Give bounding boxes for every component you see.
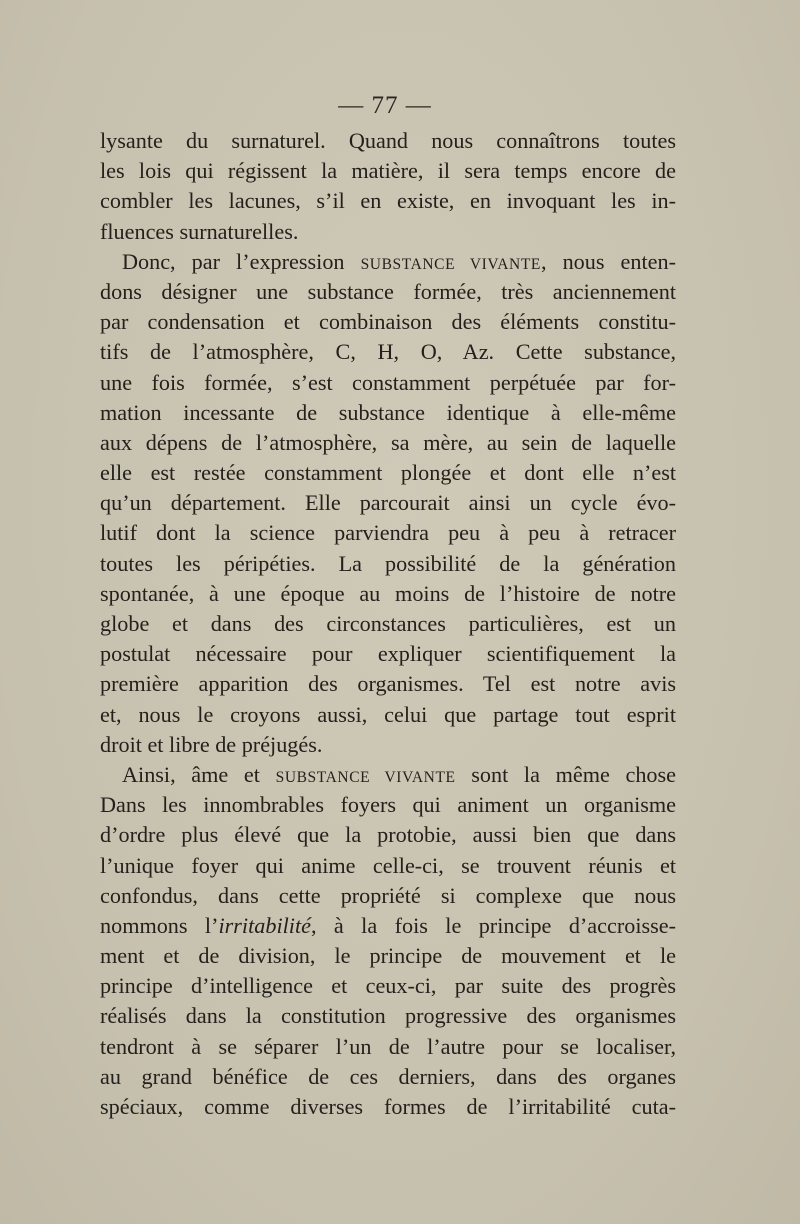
text-run: , nous enten- — [540, 248, 676, 274]
small-caps-term: SUBSTANCE VIVANTE — [275, 768, 456, 786]
page-number: — 77 — — [338, 92, 432, 119]
text-line: les lois qui régissent la matière, il sera temps encore de — [100, 158, 676, 184]
text-line: qu’un département. Elle parcourait ainsi un cycle évo- — [100, 490, 676, 516]
text-run: sont la même chose — [455, 761, 676, 787]
text-run: nommons l’ — [100, 912, 219, 938]
italic-term: irritabilité — [218, 912, 311, 938]
text-line: spontanée, à une époque au moins de l’histoire de notre — [100, 580, 676, 606]
text-line: réalisés dans la constitution progressive des organismes — [100, 1003, 676, 1029]
text-line: ment et de division, le principe de mouvement et le — [100, 943, 676, 969]
text-line: une fois formée, s’est constamment perpétuée par for- — [100, 369, 676, 395]
text-line: aux dépens de l’atmosphère, sa mère, au sein de laquelle — [100, 429, 676, 455]
text-line: mation incessante de substance identique à elle-même — [100, 399, 676, 425]
text-line: globe et dans des circonstances particulières, est un — [100, 611, 676, 636]
text-run: Donc, par l’expression — [122, 248, 361, 274]
text-line: l’unique foyer qui anime celle-ci, se trouvent réunis et — [100, 852, 676, 878]
text-line: tendront à se séparer l’un de l’autre pour se localiser, — [100, 1033, 676, 1059]
text-line: tifs de l’atmosphère, C, H, O, Az. Cette substance, — [100, 339, 676, 365]
text-line: fluences surnaturelles. — [100, 218, 299, 244]
text-line: par condensation et combinaison des éléments constitu- — [100, 309, 676, 335]
text-line: première apparition des organismes. Tel est notre avis — [100, 671, 676, 697]
text-line: confondus, dans cette propriété si complexe que nous — [100, 882, 676, 908]
text-line — [100, 911, 676, 941]
text-line: combler les lacunes, s’il en existe, en invoquant les in- — [100, 188, 676, 214]
text-line: d’ordre plus élevé que la protobie, aussi bien que dans — [100, 822, 676, 848]
text-line: toutes les péripéties. La possibilité de la génération — [100, 550, 676, 576]
text-line: lysante du surnaturel. Quand nous connaîtrons toutes — [100, 128, 676, 153]
text-line: lutif dont la science parviendra peu à peu à retracer — [100, 520, 676, 546]
text-line — [100, 760, 676, 790]
body-text — [100, 126, 676, 1122]
text-line: elle est restée constamment plongée et dont elle n’est — [100, 460, 676, 486]
text-line: dons désigner une substance formée, très anciennement — [100, 278, 676, 304]
text-run: Ainsi, âme et — [122, 761, 276, 787]
text-line: postulat nécessaire pour expliquer scientifiquement la — [100, 641, 676, 667]
text-line: au grand bénéfice de ces derniers, dans des organes — [100, 1063, 676, 1089]
text-line — [100, 247, 676, 277]
text-line: et, nous le croyons aussi, celui que partage tout esprit — [100, 701, 676, 727]
text-line: principe d’intelligence et ceux-ci, par suite des progrès — [100, 973, 676, 999]
text-line: spéciaux, comme diverses formes de l’irritabilité cuta- — [100, 1094, 676, 1119]
text-run: , à la fois le principe d’accroisse- — [310, 912, 676, 938]
text-line: droit et libre de préjugés. — [100, 731, 323, 757]
small-caps-term: SUBSTANCE VIVANTE — [360, 255, 541, 273]
text-line: Dans les innombrables foyers qui animent un organisme — [100, 792, 676, 818]
